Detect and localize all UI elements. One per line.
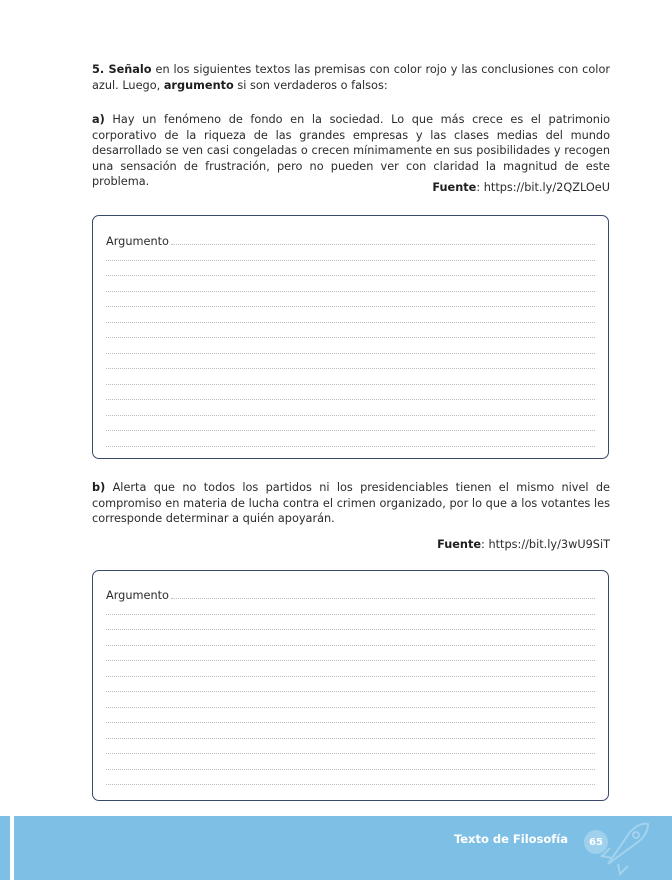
item-b-writing-line <box>106 738 595 739</box>
item-b-writing-line <box>106 645 595 646</box>
item-b-source-label: Fuente <box>437 538 482 551</box>
item-a-source-label: Fuente <box>432 181 477 194</box>
item-b-source <box>437 537 610 552</box>
item-a-writing-line <box>106 275 595 276</box>
item-b-writing-line <box>106 676 595 677</box>
item-b-writing-line <box>106 629 595 630</box>
item-a-writing-line <box>106 322 595 323</box>
footer-band <box>0 816 672 886</box>
item-b-writing-line <box>106 722 595 723</box>
item-a-source-link[interactable]: : https://bit.ly/2QZLOeU <box>476 181 610 194</box>
footer-bottom-margin <box>0 880 672 886</box>
item-b-writing-line <box>106 691 595 692</box>
item-a-writing-line <box>106 399 595 400</box>
item-a-writing-line <box>106 384 595 385</box>
item-a-writing-line <box>106 291 595 292</box>
instruction-keyword: argumento <box>163 78 234 92</box>
item-a-writing-line <box>106 337 595 338</box>
item-a-writing-line <box>106 446 595 447</box>
item-a-source <box>432 180 610 195</box>
item-b-writing-line <box>106 769 595 770</box>
item-b-letter: b) <box>92 481 106 494</box>
item-a-text <box>92 112 610 190</box>
item-b-writing-line <box>106 784 595 785</box>
exercise-instruction <box>92 62 610 93</box>
footer-book-title: Texto de Filosofía <box>453 832 568 846</box>
item-a-writing-line <box>171 244 595 245</box>
item-b-writing-line <box>106 614 595 615</box>
item-b-writing-line <box>171 598 595 599</box>
item-b-answer-label: Argumento <box>106 589 169 602</box>
item-a-answer-label: Argumento <box>106 235 169 248</box>
item-a-writing-line <box>106 260 595 261</box>
item-a-writing-line <box>106 415 595 416</box>
item-b-writing-line <box>106 660 595 661</box>
item-a-answer-box[interactable] <box>92 215 609 459</box>
exercise-number: 5. Señalo <box>92 63 152 76</box>
item-b-source-link[interactable]: : https://bit.ly/3wU9SiT <box>481 538 610 551</box>
item-b-writing-line <box>106 707 595 708</box>
item-a-writing-line <box>106 353 595 354</box>
instruction-text-2: si son verdaderos o falsos: <box>233 78 388 92</box>
item-a-letter: a) <box>92 113 105 126</box>
page-number: 65 <box>584 830 608 854</box>
item-a-writing-line <box>106 430 595 431</box>
item-a-writing-line <box>106 306 595 307</box>
item-b-answer-box[interactable] <box>92 570 609 801</box>
footer-edge-stripe <box>10 816 14 886</box>
item-b-text <box>92 480 610 527</box>
item-a-body: Hay un fenómeno de fondo en la sociedad. Lo que más crece es el patrimonio corporativo de la riqueza de las grandes empresas y las clases medias del mundo desarrollado se ven casi congeladas o crecen mínimamente en sus posibilidades y recogen una sensación de frustración, pero no pueden ver con claridad la magnitud de este problema. <box>92 113 610 189</box>
item-b-writing-line <box>106 753 595 754</box>
item-b-body: Alerta que no todos los partidos ni los presidenciables tienen el mismo nivel de compromiso en materia de lucha contra el crimen organizado, por lo que a los votantes les corresponde determinar a quién apoyarán. <box>92 481 610 526</box>
instruction-text-1: en los siguientes textos las premisas con color rojo y las conclusiones con color azul. Luego, <box>92 63 611 92</box>
item-a-writing-line <box>106 368 595 369</box>
